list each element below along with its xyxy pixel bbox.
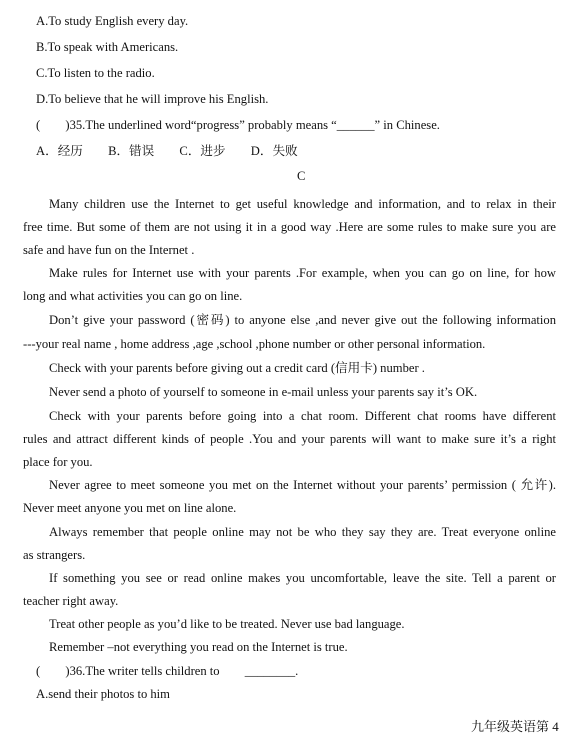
q36-option-a: A.send their photos to him <box>36 687 170 701</box>
passage-line: ---your real name , home address ,age ,school ,phone number or other personal information. <box>23 337 486 351</box>
passage-line: Never agree to meet someone you met on the Internet without your parents’ permission ( 允许). <box>49 478 556 492</box>
passage-line: free time. But some of them are not using it in a good way .Here are some rules to make sure you are <box>23 220 556 234</box>
section-label: C <box>297 169 306 183</box>
passage-line: rules and attract different kinds of people .You and your parents will want to make sure it’s a right <box>23 432 556 446</box>
passage-line: Treat other people as you’d like to be treated. Never use bad language. <box>49 617 405 631</box>
passage-line: Make rules for Internet use with your parents .For example, when you can go on line, for how <box>49 266 556 280</box>
q35-option-c: C.To listen to the radio. <box>36 66 155 80</box>
passage-line: place for you. <box>23 455 93 469</box>
passage-line: Check with your parents before giving out a credit card (信用卡) number . <box>49 361 425 375</box>
passage-line: Always remember that people online may not be who they say they are. Treat everyone online <box>49 525 556 539</box>
passage-line: Check with your parents before going into a chat room. Different chat rooms have different <box>49 409 556 423</box>
passage-line: as strangers. <box>23 548 86 562</box>
q35-option-a: A.To study English every day. <box>36 14 189 28</box>
passage-line: teacher right away. <box>23 594 119 608</box>
q36-stem: ( )36.The writer tells children to ________. <box>36 664 299 678</box>
passage-line: Never send a photo of yourself to someone in e-mail unless your parents say it’s OK. <box>49 385 478 399</box>
q35-option-d: D.To believe that he will improve his English. <box>36 92 269 106</box>
q35-option-b: B.To speak with Americans. <box>36 40 179 54</box>
passage-line: safe and have fun on the Internet . <box>23 243 195 257</box>
q35-stem: ( )35.The underlined word“progress” probably means “______” in Chinese. <box>36 118 440 132</box>
page-footer: 九年级英语第 4 <box>471 719 559 734</box>
passage-line: If something you see or read online makes you uncomfortable, leave the site. Tell a parent or <box>49 571 556 585</box>
q35-chinese-options: A．经历 B．错误 C．进步 D．失败 <box>36 144 298 158</box>
passage-line: Don’t give your password (密码) to anyone else ,and never give out the following information <box>49 313 556 327</box>
passage-line: Remember –not everything you read on the Internet is true. <box>49 640 348 654</box>
passage-line: long and what activities you can go on line. <box>23 289 243 303</box>
passage-line: Many children use the Internet to get useful knowledge and information, and to relax in their <box>49 197 556 211</box>
passage-line: Never meet anyone you met on line alone. <box>23 501 237 515</box>
